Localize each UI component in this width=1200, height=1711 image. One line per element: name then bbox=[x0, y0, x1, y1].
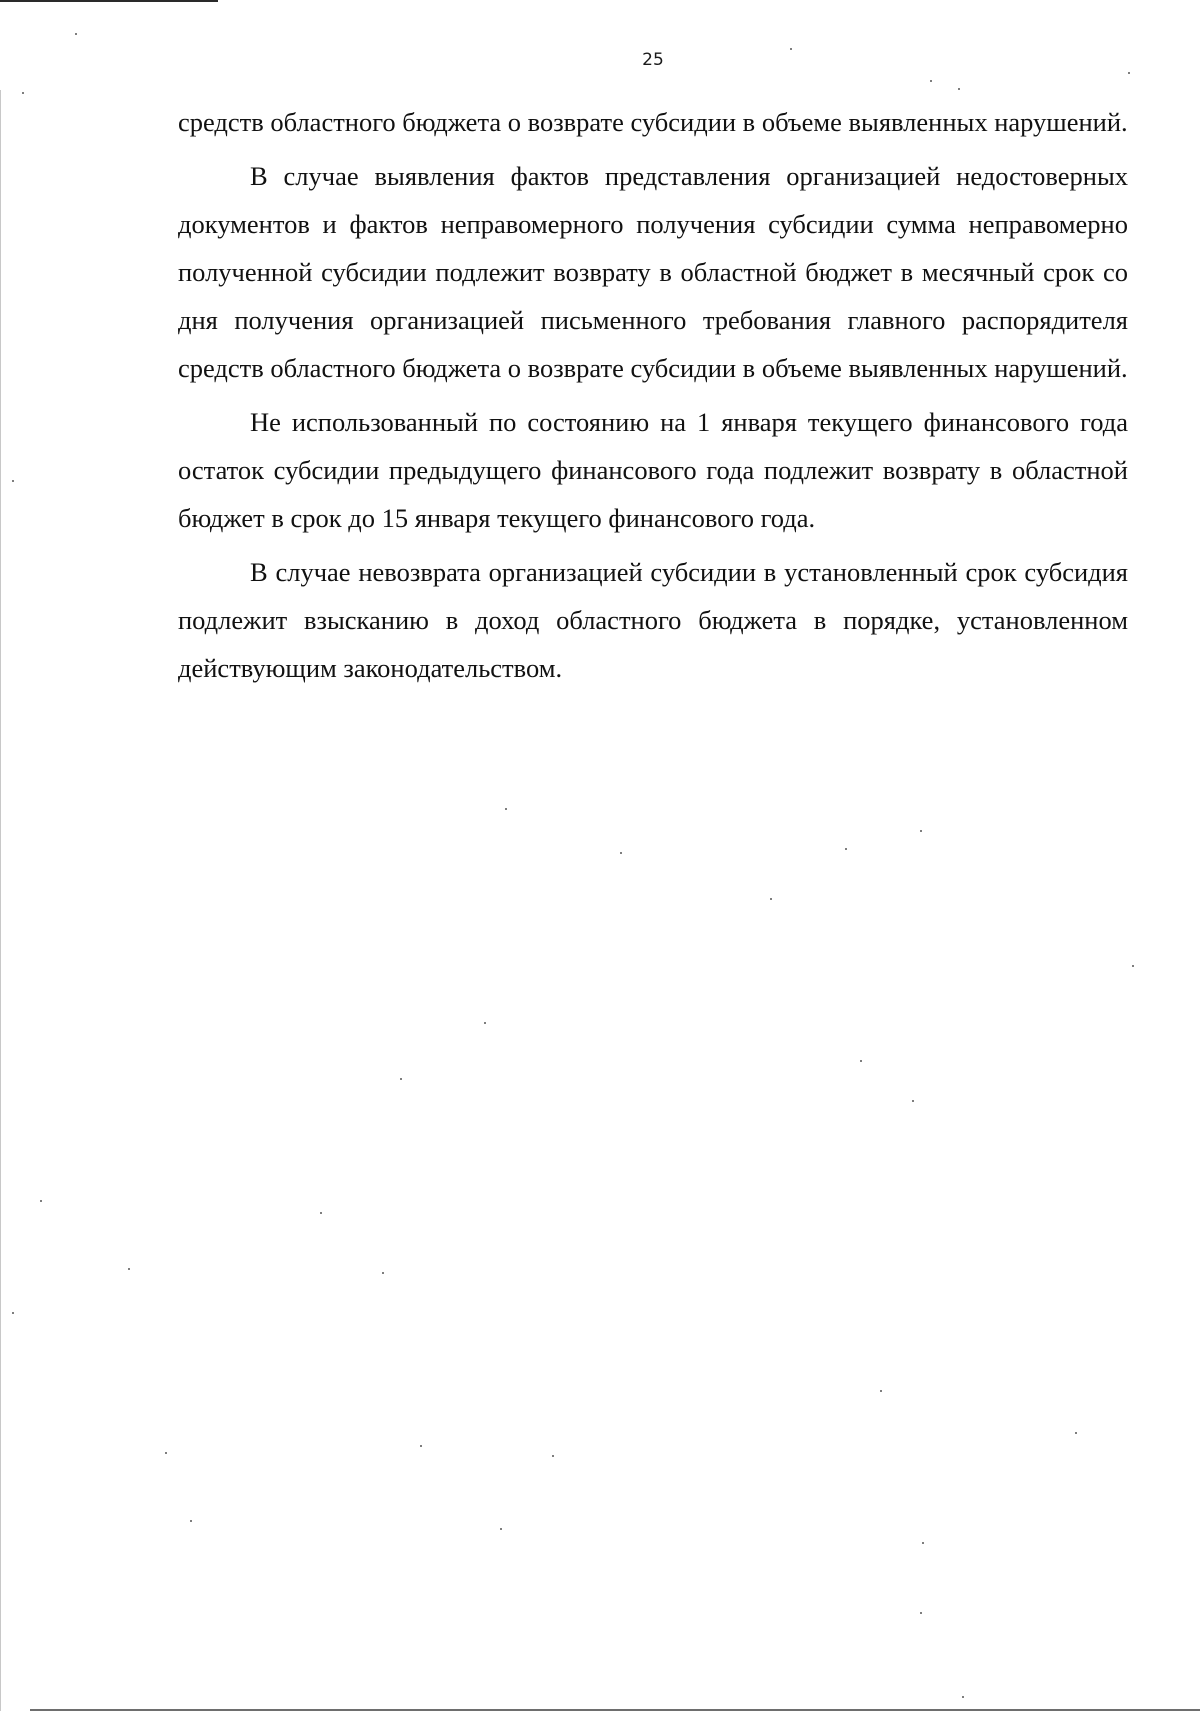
scan-speck bbox=[420, 1445, 422, 1447]
scan-speck bbox=[922, 1542, 924, 1544]
paragraph-non-return: В случае невозврата организацией субсидии в установленный срок субсидия подлежит взысканию в доход областного бюджета в порядке, установленном действующим законодательством. bbox=[178, 557, 1128, 683]
scan-speck bbox=[484, 1022, 486, 1024]
scan-edge-top bbox=[0, 0, 218, 2]
scan-speck bbox=[382, 1272, 384, 1274]
scan-speck bbox=[920, 1612, 922, 1614]
page-number: 25 bbox=[642, 50, 664, 70]
paragraph-continuation: средств областного бюджета о возврате субсидии в объеме выявленных нарушений. bbox=[178, 107, 1128, 137]
scan-speck bbox=[930, 80, 932, 82]
scan-speck bbox=[400, 1078, 402, 1080]
scan-speck bbox=[552, 1455, 554, 1457]
scan-speck bbox=[770, 898, 772, 900]
scan-speck bbox=[505, 808, 507, 810]
paragraph-unused-balance: Не использованный по состоянию на 1 января текущего финансового года остаток субсидии предыдущего финансового года подлежит возврату в областной бюджет в срок до 15 января текущего финансового года. bbox=[178, 407, 1128, 533]
paragraph-unreliable-documents: В случае выявления фактов представления организацией недостоверных документов и фактов неправомерного получения субсидии сумма неправомерно полученной субсидии подлежит возврату в областной бюджет в месячный срок со дня получения организацией письменного требования главного распорядителя средств областного бюджета о возврате субсидии в объеме выявленных нарушений. bbox=[178, 161, 1128, 383]
scan-speck bbox=[22, 92, 24, 94]
scan-speck bbox=[190, 1520, 192, 1522]
scan-speck bbox=[75, 33, 77, 35]
document-body bbox=[178, 98, 1128, 698]
scan-speck bbox=[40, 1200, 42, 1202]
scan-speck bbox=[165, 1452, 167, 1454]
scan-speck bbox=[500, 1528, 502, 1530]
scan-speck bbox=[790, 48, 792, 50]
scan-speck bbox=[880, 1390, 882, 1392]
scan-speck bbox=[845, 848, 847, 850]
scan-speck bbox=[962, 1696, 964, 1698]
scan-speck bbox=[320, 1212, 322, 1214]
scan-speck bbox=[12, 480, 14, 482]
scan-speck bbox=[1132, 965, 1134, 967]
scan-speck bbox=[12, 1312, 14, 1314]
scan-speck bbox=[1075, 1432, 1077, 1434]
scan-speck bbox=[620, 852, 622, 854]
scan-speck bbox=[128, 1268, 130, 1270]
scan-speck bbox=[1128, 72, 1130, 74]
scan-speck bbox=[912, 1100, 914, 1102]
scan-speck bbox=[860, 1060, 862, 1062]
scan-speck bbox=[958, 88, 960, 90]
scan-speck bbox=[920, 830, 922, 832]
scan-edge-left bbox=[0, 90, 1, 1711]
